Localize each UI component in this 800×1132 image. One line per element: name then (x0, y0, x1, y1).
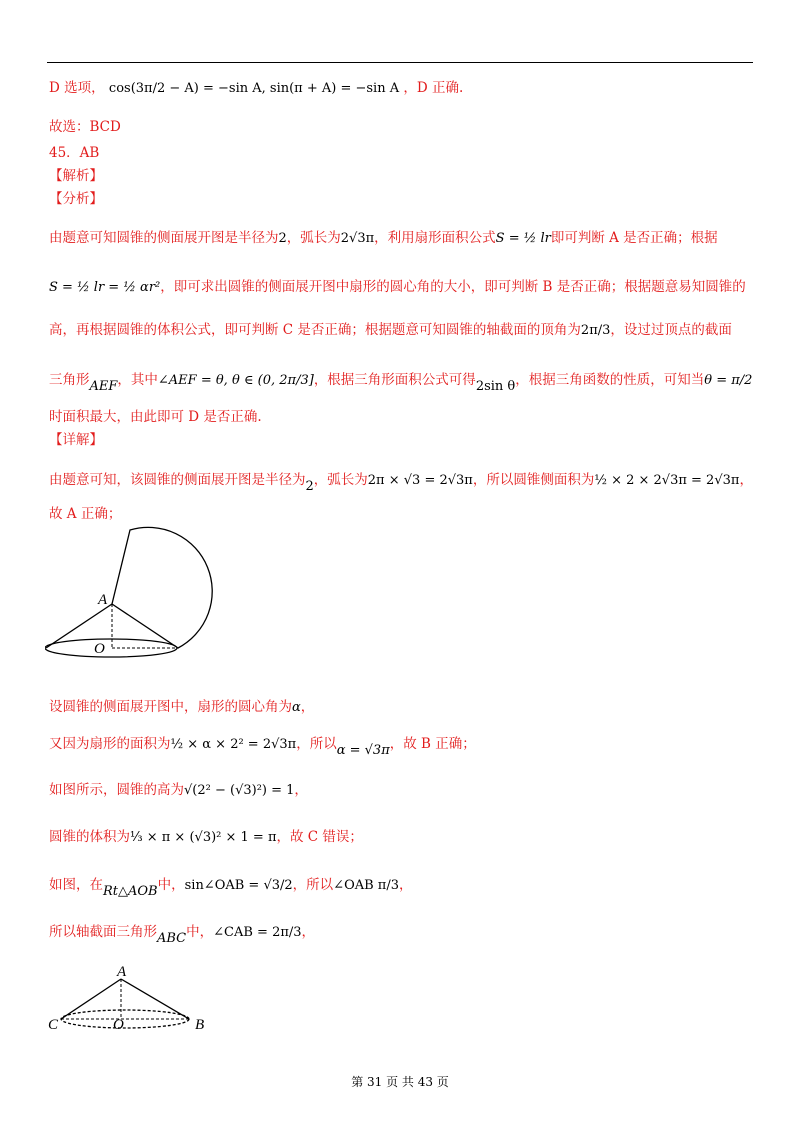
figure2-label-b: B (195, 1017, 205, 1033)
option-d-verdict: ，D 正确. (403, 80, 464, 96)
cone-axial-figure (45, 962, 225, 1037)
analysis-line-5: 时面积最大，由此即可 D 是否正确. (49, 409, 262, 425)
formula: ⅓ × π × (√3)² × 1 = π (130, 830, 277, 845)
text: 高，再根据圆锥的体积公式，即可判断 C 是否正确；根据题意可知圆锥的轴截面的顶角为 (49, 322, 581, 338)
formula: ∠AEF = θ, θ ∈ (0, 2π/3] (157, 373, 314, 388)
formula: 2π × √3 = 2√3π (367, 473, 473, 488)
formula: ∠OAB π/3 (333, 878, 399, 893)
figure1-label-o: O (94, 641, 105, 657)
formula: 2sin θ (475, 379, 516, 394)
text: ， (294, 782, 308, 798)
detail-line-3 (49, 698, 314, 717)
formula: AEF (89, 379, 118, 394)
figure1-label-a: A (98, 592, 108, 608)
formula: S = ½ lr (495, 231, 551, 246)
formula: 2π/3 (580, 323, 611, 338)
cone-left-edge (61, 979, 121, 1019)
text: ，所以圆锥侧面积为 (472, 472, 595, 488)
answer-line: 故选：BCD (49, 119, 121, 135)
text: ， (301, 924, 316, 940)
detail-line-2: 故 A 正确； (49, 506, 122, 522)
text: ，利用扇形面积公式 (374, 230, 496, 246)
detail-line-7 (49, 876, 413, 899)
text: ，故 B 正确； (389, 736, 476, 752)
detail-line-6 (49, 828, 363, 847)
analysis-line-1 (49, 229, 718, 248)
text: ， (739, 472, 753, 488)
formula: sin∠OAB = √3/2 (184, 878, 293, 893)
figure2-label-c: C (48, 1017, 59, 1033)
formula: ½ × α × 2² = 2√3π (170, 737, 297, 752)
text: 中， (186, 924, 214, 940)
text: ， (300, 699, 315, 715)
page-footer: 第 31 页 共 43 页 (351, 1075, 449, 1089)
text: 如图所示，圆锥的高为 (49, 782, 184, 798)
header-rule (47, 62, 753, 63)
formula: 2 (305, 479, 314, 494)
option-d-line (49, 79, 463, 98)
detail-line-1 (49, 471, 753, 494)
formula: α (292, 700, 301, 715)
formula: ½ × 2 × 2√3π = 2√3π (594, 473, 740, 488)
formula: 2√3π (340, 231, 375, 246)
formula: θ = π/2 (704, 373, 753, 388)
text: ，根据三角函数的性质，可知当 (515, 372, 705, 388)
analysis-line-4 (49, 371, 753, 394)
text: ，弧长为 (286, 230, 341, 246)
text: ，故 C 错误； (276, 829, 363, 845)
text: ，根据三角形面积公式可得 (313, 372, 476, 388)
text: ，所以 (296, 736, 337, 752)
question-number: 45．AB (49, 145, 100, 161)
cone-base-ellipse (61, 1010, 189, 1028)
formula: 2 (278, 231, 287, 246)
detail-line-5 (49, 781, 308, 800)
formula: α = √3π (336, 743, 390, 758)
cone-sector-figure (45, 525, 225, 665)
section-xiangjie: 【详解】 (49, 432, 103, 448)
cone-right-edge (121, 979, 189, 1019)
section-jiexi: 【解析】 (49, 168, 103, 184)
text: 如图，在 (49, 877, 103, 893)
text: 即可判断 A 是否正确；根据 (550, 230, 718, 246)
text: ，设过过顶点的截面 (610, 322, 732, 338)
section-fenxi: 【分析】 (49, 191, 103, 207)
text: 所以轴截面三角形 (49, 924, 157, 940)
text: 由题意可知，该圆锥的侧面展开图是半径为 (49, 472, 306, 488)
text: 又因为扇形的面积为 (49, 736, 171, 752)
figure2-label-o: O (113, 1017, 124, 1033)
text: 三角形 (49, 372, 90, 388)
formula: Rt△AOB (103, 884, 158, 899)
text: 由题意可知圆锥的侧面展开图是半径为 (49, 230, 279, 246)
text: 中， (157, 877, 185, 893)
formula: ∠CAB = 2π/3 (213, 925, 302, 940)
figure2-label-a: A (117, 964, 127, 980)
text: ， (399, 877, 413, 893)
analysis-line-3 (49, 321, 732, 340)
formula: ABC (157, 931, 187, 946)
detail-line-8 (49, 923, 316, 946)
text: ，所以 (292, 877, 334, 893)
text: ，弧长为 (313, 472, 368, 488)
detail-line-4 (49, 735, 476, 758)
option-d-label: D 选项， (49, 80, 105, 96)
sector-outline (112, 527, 212, 648)
formula: √(2² − (√3)²) = 1 (184, 783, 295, 798)
text: ，其中 (117, 372, 158, 388)
formula: S = ½ lr = ½ αr² (49, 280, 161, 295)
text: ，即可求出圆锥的侧面展开图中扇形的圆心角的大小，即可判断 B 是否正确；根据题意易知圆锥的 (160, 279, 746, 295)
analysis-line-2 (49, 278, 746, 297)
option-d-formula: cos(3π/2 − A) = −sin A, sin(π + A) = −sin A (108, 81, 400, 96)
text: 圆锥的体积为 (49, 829, 130, 845)
text: 设圆锥的侧面展开图中，扇形的圆心角为 (49, 699, 292, 715)
